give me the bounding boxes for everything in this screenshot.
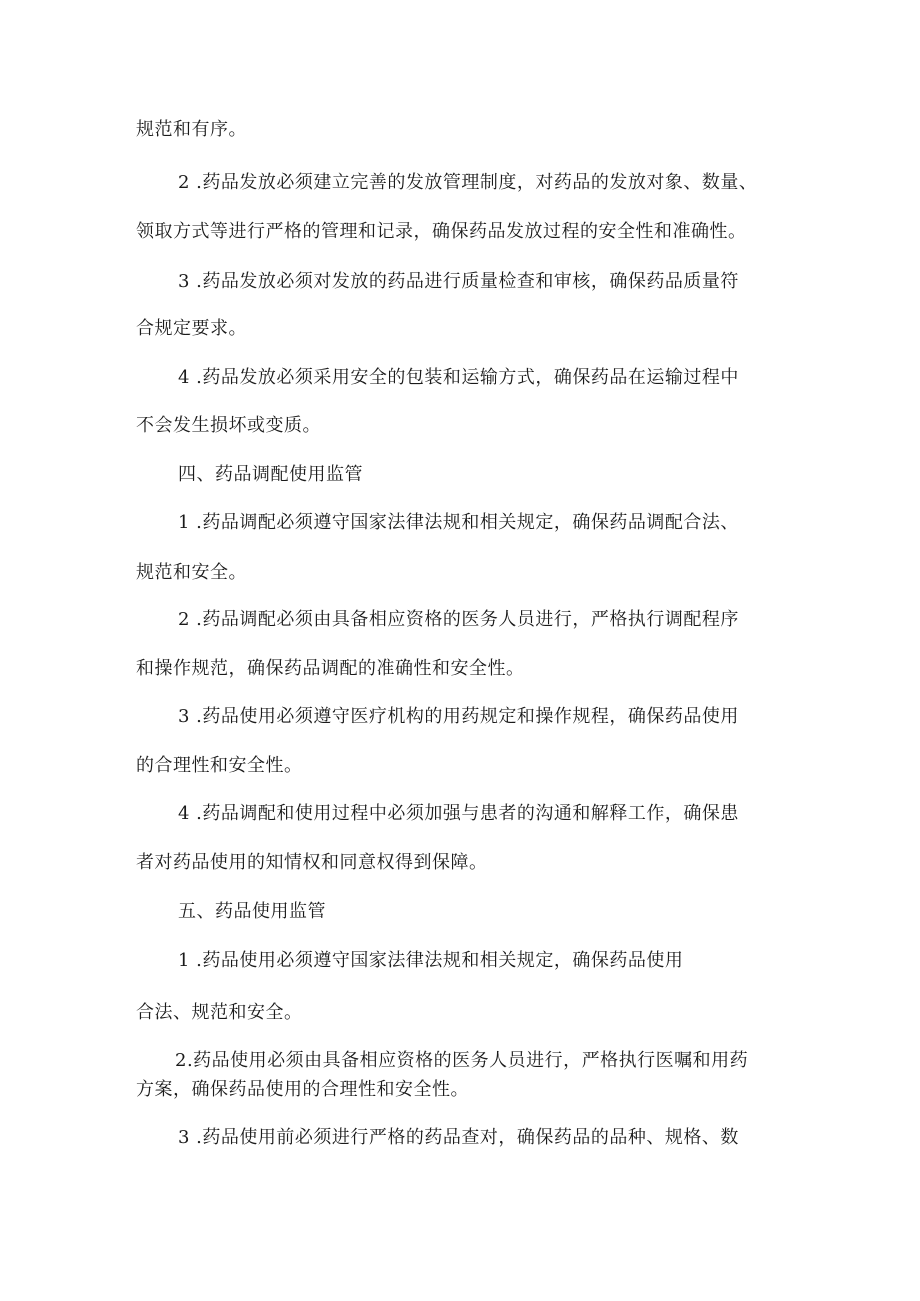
- text-line: 1 .药品使用必须遵守国家法律法规和相关规定，确保药品使用: [178, 950, 684, 971]
- text-line: 领取方式等进行严格的管理和记录，确保药品发放过程的安全性和准确性。: [136, 221, 747, 242]
- text-line: 合规定要求。: [136, 318, 247, 339]
- text-line: 合法、规范和安全。: [136, 1002, 303, 1023]
- text-line: 1 .药品调配必须遵守国家法律法规和相关规定，确保药品调配合法、: [178, 512, 739, 533]
- text-line: 3 .药品发放必须对发放的药品进行质量检查和审核，确保药品质量符: [178, 271, 739, 292]
- text-line: 4 .药品发放必须采用安全的包装和运输方式，确保药品在运输过程中: [178, 367, 739, 388]
- text-line: 规范和安全。: [136, 562, 247, 583]
- section-heading: 四、药品调配使用监管: [178, 464, 363, 485]
- text-line: 和操作规范，确保药品调配的准确性和安全性。: [136, 658, 525, 679]
- text-line: 的合理性和安全性。: [136, 755, 303, 776]
- text-line: 2.药品使用必须由具备相应资格的医务人员进行，严格执行医嘱和用药: [175, 1050, 749, 1071]
- text-line: 不会发生损坏或变质。: [136, 415, 321, 436]
- text-line: 规范和有序。: [136, 119, 247, 140]
- text-line: 方案，确保药品使用的合理性和安全性。: [136, 1079, 469, 1100]
- text-line: 2 .药品调配必须由具备相应资格的医务人员进行，严格执行调配程序: [178, 609, 739, 630]
- text-line: 3 .药品使用前必须进行严格的药品查对，确保药品的品种、规格、数: [178, 1127, 739, 1148]
- section-heading: 五、药品使用监管: [178, 901, 326, 922]
- text-line: 3 .药品使用必须遵守医疗机构的用药规定和操作规程，确保药品使用: [178, 706, 739, 727]
- text-line: 者对药品使用的知情权和同意权得到保障。: [136, 852, 488, 873]
- text-line: 4 .药品调配和使用过程中必须加强与患者的沟通和解释工作，确保患: [178, 803, 739, 824]
- text-line: 2 .药品发放必须建立完善的发放管理制度，对药品的发放对象、数量、: [178, 172, 758, 193]
